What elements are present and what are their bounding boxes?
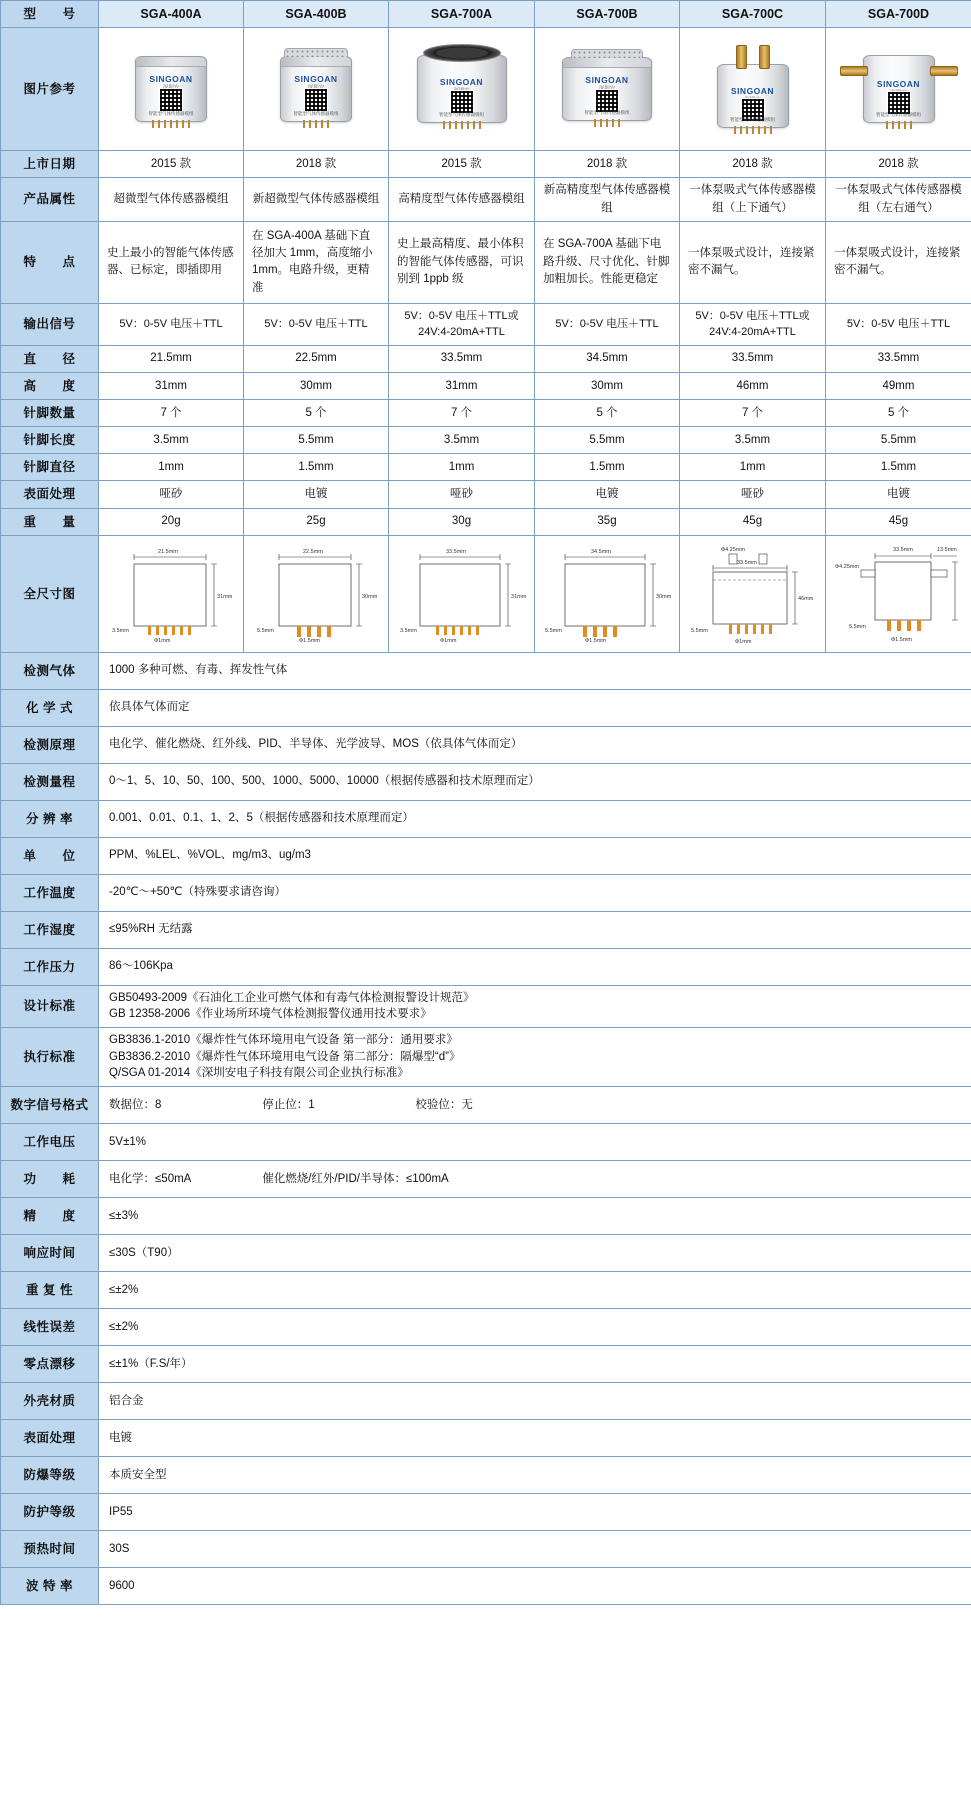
exec-standard-line-1: GB3836.2-2010《爆炸性气体环境用电气设备 第二部分：隔爆型“d”》 [109,1050,461,1063]
row-label-pin-length: 针脚长度 [1,427,99,454]
model-header-3: SGA-700B [535,1,680,28]
output-signal-3: 5V：0-5V 电压＋TTL [535,303,680,345]
launch-date-0: 2015 款 [99,151,244,178]
dim-extra-4: Ф4.25mm [720,546,745,553]
table-row-full-dimension [1,535,971,652]
diameter-1: 22.5mm [244,345,389,372]
dim-side-1: 30mm [362,593,378,600]
row-label-output-signal: 输出信号 [1,303,99,345]
pin-diameter-0: 1mm [99,454,244,481]
dimension-drawing-sga-700c [680,535,826,652]
dimension-drawing-sga-700b [535,535,680,652]
pump-nozzle-right-icon [930,66,958,76]
dim-side-2: 31mm [510,593,526,600]
detect-gas-value: 1000 多种可燃、有毒、挥发性气体 [99,652,971,689]
row-label-design-standard: 设计标准 [1,985,99,1027]
row-label-pin-diameter: 针脚直径 [1,454,99,481]
digital-format-value [99,1086,971,1123]
row-label-pin-count: 针脚数量 [1,400,99,427]
row-label-baud-rate: 波 特 率 [1,1567,99,1604]
pin-length-4: 3.5mm [680,427,826,454]
row-label-repeatability: 重 复 性 [1,1271,99,1308]
dim-bottomright-3: Ф1.5mm [585,637,606,644]
dim-top-3: 34.5mm [591,548,611,555]
pin-count-2: 7 个 [389,400,535,427]
output-signal-5: 5V：0-5V 电压＋TTL [826,303,971,345]
qr-code-icon [450,90,474,114]
height-0: 31mm [99,372,244,399]
response-time-value: ≤30S（T90） [99,1234,971,1271]
table-row-work-humidity [1,911,971,948]
table-row-repeatability [1,1271,971,1308]
weight-4: 45g [680,508,826,535]
pin-length-5: 5.5mm [826,427,971,454]
row-label-features: 特 点 [1,221,99,303]
pin-diameter-1: 1.5mm [244,454,389,481]
surface-treatment-3: 电镀 [535,481,680,508]
product-attr-5: 一体泵吸式气体传感器模组（左右通气） [826,178,971,222]
chemical-formula-value: 依具体气体而定 [99,689,971,726]
row-label-image: 图片参考 [1,28,99,151]
pump-nozzle-left-icon [736,45,747,69]
table-row-chemical-formula [1,689,971,726]
diameter-0: 21.5mm [99,345,244,372]
row-label-resolution: 分 辨 率 [1,800,99,837]
surface-treatment-0: 哑砂 [99,481,244,508]
dim-side-3: 30mm [656,593,672,600]
model-header-0: SGA-400A [99,1,244,28]
table-row-output-signal [1,303,971,345]
table-row-image [1,28,971,151]
table-row-digital-format [1,1086,971,1123]
row-label-exec-standard: 执行标准 [1,1027,99,1086]
table-row-zero-drift [1,1345,971,1382]
row-label-chemical-formula: 化 学 式 [1,689,99,726]
table-row-accuracy [1,1197,971,1234]
row-label-detect-principle: 检测原理 [1,726,99,763]
product-attr-2: 高精度型气体传感器模组 [389,178,535,222]
dim-side-4: 46mm [797,595,813,602]
table-row-protection-grade [1,1493,971,1530]
exec-standard-line-2: Q/SGA 01-2014《深圳安电子科技有限公司企业执行标准》 [109,1067,409,1080]
row-label-linear-error: 线性误差 [1,1308,99,1345]
row-label-response-time: 响应时间 [1,1234,99,1271]
table-row-response-time [1,1234,971,1271]
row-label-preheat-time: 预热时间 [1,1530,99,1567]
table-row-surface-treatment [1,481,971,508]
linear-error-value: ≤±2% [99,1308,971,1345]
dimension-drawing-sga-400b [244,535,389,652]
row-label-height: 高 度 [1,372,99,399]
power-other: 催化燃烧/红外/PID/半导体：≤100mA [262,1172,449,1185]
pin-diameter-2: 1mm [389,454,535,481]
row-label-accuracy: 精 度 [1,1197,99,1234]
height-2: 31mm [389,372,535,399]
unit-value: PPM、%LEL、%VOL、mg/m3、ug/m3 [99,837,971,874]
feature-5: 一体泵吸式设计，连接紧密不漏气。 [826,221,971,303]
dim-top-5: 33.5mm [892,546,913,553]
product-image-sga-700b: SINGOAN 智能型气体传感器模组 [535,28,680,151]
table-row-launch-date [1,151,971,178]
table-row-exec-standard [1,1027,971,1086]
launch-date-1: 2018 款 [244,151,389,178]
row-label-shell-material: 外壳材质 [1,1382,99,1419]
pump-nozzle-right-icon [759,45,770,69]
weight-1: 25g [244,508,389,535]
dim-top-1: 22.5mm [303,548,323,555]
pin-count-1: 5 个 [244,400,389,427]
product-image-sga-400b: SINGOAN 智能型气体传感器模组 [244,28,389,151]
output-signal-2: 5V：0-5V 电压＋TTL或 24V:4-20mA+TTL [389,303,535,345]
pin-count-0: 7 个 [99,400,244,427]
pin-length-1: 5.5mm [244,427,389,454]
dim-bottomleft-2: 3.5mm [399,627,417,634]
product-image-sga-700c: SINGOAN 智能型气体传感器模组 [680,28,826,151]
table-row-detect-principle [1,726,971,763]
dim-extra2-5: 13.5mm [936,546,957,553]
table-row-height [1,372,971,399]
baud-rate-value: 9600 [99,1567,971,1604]
product-attr-1: 新超微型气体传感器模组 [244,178,389,222]
digital-format-stopbits: 停止位：1 [262,1098,315,1111]
protection-grade-value: IP55 [99,1493,971,1530]
weight-0: 20g [99,508,244,535]
pin-length-3: 5.5mm [535,427,680,454]
digital-format-parity: 校验位：无 [415,1098,473,1111]
shell-material-value: 铝合金 [99,1382,971,1419]
dim-bottomright-2: Ф1mm [439,637,456,644]
zero-drift-value: ≤±1%（F.S/年） [99,1345,971,1382]
resolution-value: 0.001、0.01、0.1、1、2、5（根据传感器和技术原理而定） [99,800,971,837]
product-image-sga-700a: SINGOAN 智能型气体传感器模组 [389,28,535,151]
dim-bottomleft-1: 5.5mm [257,627,274,634]
product-attr-3: 新高精度型气体传感器模组 [535,178,680,222]
dim-top-2: 33.5mm [445,548,466,555]
feature-4: 一体泵吸式设计，连接紧密不漏气。 [680,221,826,303]
row-label-product-attr: 产品属性 [1,178,99,222]
model-header-5: SGA-700D [826,1,971,28]
exec-standard-line-0: GB3836.1-2010《爆炸性气体环境用电气设备 第一部分：通用要求》 [109,1033,458,1046]
row-label-digital-format: 数字信号格式 [1,1086,99,1123]
dimension-drawing-sga-400a [99,535,244,652]
table-row-pin-diameter [1,454,971,481]
weight-2: 30g [389,508,535,535]
model-header-1: SGA-400B [244,1,389,28]
row-label-full-dimension: 全尺寸图 [1,535,99,652]
dim-bottomright-4: Ф1mm [734,638,751,645]
row-label-surface-treatment2: 表面处理 [1,1419,99,1456]
output-signal-4: 5V：0-5V 电压＋TTL或 24V:4-20mA+TTL [680,303,826,345]
table-row-diameter [1,345,971,372]
table-row-pin-length [1,427,971,454]
dim-bottomleft-0: 3.5mm [112,627,129,634]
row-label-detect-range: 检测量程 [1,763,99,800]
work-humidity-value: ≤95%RH 无结露 [99,911,971,948]
launch-date-3: 2018 款 [535,151,680,178]
pin-diameter-5: 1.5mm [826,454,971,481]
exec-standard-value [99,1027,971,1086]
table-row-design-standard [1,985,971,1027]
table-row-explosion-grade [1,1456,971,1493]
weight-3: 35g [535,508,680,535]
dim-bottomleft-5: 5.5mm [848,623,866,630]
table-row-power [1,1160,971,1197]
table-row-pin-count [1,400,971,427]
pump-nozzle-left-icon [840,66,868,76]
detect-principle-value: 电化学、催化燃烧、红外线、PID、半导体、光学波导、MOS（依具体气体而定） [99,726,971,763]
row-label-surface-treatment: 表面处理 [1,481,99,508]
brand-logo: SINGOAN [149,74,193,85]
diameter-3: 34.5mm [535,345,680,372]
dimension-drawing-sga-700a [389,535,535,652]
product-attr-4: 一体泵吸式气体传感器模组（上下通气） [680,178,826,222]
launch-date-2: 2015 款 [389,151,535,178]
row-label-protection-grade: 防护等级 [1,1493,99,1530]
power-value [99,1160,971,1197]
accuracy-value: ≤±3% [99,1197,971,1234]
dimension-drawing-sga-700d [826,535,971,652]
table-row-linear-error [1,1308,971,1345]
output-signal-0: 5V：0-5V 电压＋TTL [99,303,244,345]
digital-format-databits: 数据位：8 [109,1098,162,1111]
table-row-surface-treatment2 [1,1419,971,1456]
work-pressure-value: 86～106Kpa [99,948,971,985]
weight-5: 45g [826,508,971,535]
pin-count-5: 5 个 [826,400,971,427]
height-1: 30mm [244,372,389,399]
diameter-2: 33.5mm [389,345,535,372]
table-row-weight [1,508,971,535]
explosion-grade-value: 本质安全型 [99,1456,971,1493]
height-4: 46mm [680,372,826,399]
height-5: 49mm [826,372,971,399]
table-row-work-pressure [1,948,971,985]
output-signal-1: 5V：0-5V 电压＋TTL [244,303,389,345]
row-label-zero-drift: 零点漂移 [1,1345,99,1382]
launch-date-5: 2018 款 [826,151,971,178]
pin-length-0: 3.5mm [99,427,244,454]
table-row-shell-material [1,1382,971,1419]
table-row-model [1,1,971,28]
qr-code-icon [159,88,183,112]
table-row-work-voltage [1,1123,971,1160]
row-label-unit: 单 位 [1,837,99,874]
row-label-model: 型 号 [1,1,99,28]
dim-bottomright-5: Ф1.5mm [890,636,912,643]
model-header-2: SGA-700A [389,1,535,28]
product-image-sga-700d: SINGOAN 智能型气体传感器模组 [826,28,971,151]
pin-count-3: 5 个 [535,400,680,427]
table-row-detect-range [1,763,971,800]
dim-bottomright-0: Ф1mm [154,637,171,644]
row-label-launch-date: 上市日期 [1,151,99,178]
dim-side-0: 31mm [217,593,233,600]
surface-treatment2-value: 电镀 [99,1419,971,1456]
design-standard-line-1: GB 12358-2006《作业场所环境气体检测报警仪通用技术要求》 [109,1008,432,1021]
product-attr-0: 超微型气体传感器模组 [99,178,244,222]
surface-treatment-5: 电镀 [826,481,971,508]
feature-0: 史上最小的智能气体传感器、已标定，即插即用 [99,221,244,303]
table-row-features [1,221,971,303]
dim-bottomleft-4: 5.5mm [690,627,708,634]
table-row-unit [1,837,971,874]
row-label-work-humidity: 工作湿度 [1,911,99,948]
row-label-explosion-grade: 防爆等级 [1,1456,99,1493]
table-row-detect-gas [1,652,971,689]
row-label-work-pressure: 工作压力 [1,948,99,985]
dim-bottomright-1: Ф1.5mm [299,637,320,644]
pin-count-4: 7 个 [680,400,826,427]
pin-diameter-3: 1.5mm [535,454,680,481]
row-label-detect-gas: 检测气体 [1,652,99,689]
surface-treatment-4: 哑砂 [680,481,826,508]
product-image-sga-400a: SINGOAN 智能型气体传感器模组 [99,28,244,151]
diameter-5: 33.5mm [826,345,971,372]
row-label-work-voltage: 工作电压 [1,1123,99,1160]
detect-range-value: 0～1、5、10、50、100、500、1000、5000、10000（根据传感器和技术原理而定） [99,763,971,800]
power-electrochemical: 电化学：≤50mA [109,1172,192,1185]
dim-top-0: 21.5mm [158,548,178,555]
design-standard-line-0: GB50493-2009《石油化工企业可燃气体和有毒气体检测报警设计规范》 [109,991,475,1004]
feature-3: 在 SGA-700A 基础下电路升级、尺寸优化、针脚加粗加长。性能更稳定 [535,221,680,303]
qr-code-icon [304,88,328,112]
table-row-product-attr [1,178,971,222]
row-label-diameter: 直 径 [1,345,99,372]
row-label-power: 功 耗 [1,1160,99,1197]
table-row-preheat-time [1,1530,971,1567]
diameter-4: 33.5mm [680,345,826,372]
work-temp-value: -20℃～+50℃（特殊要求请咨询） [99,874,971,911]
repeatability-value: ≤±2% [99,1271,971,1308]
work-voltage-value: 5V±1% [99,1123,971,1160]
model-header-4: SGA-700C [680,1,826,28]
pin-length-2: 3.5mm [389,427,535,454]
row-label-weight: 重 量 [1,508,99,535]
launch-date-4: 2018 款 [680,151,826,178]
surface-treatment-2: 哑砂 [389,481,535,508]
row-label-work-temp: 工作温度 [1,874,99,911]
height-3: 30mm [535,372,680,399]
dim-extra-5: Ф4.25mm [834,563,859,570]
preheat-time-value: 30S [99,1530,971,1567]
design-standard-value [99,985,971,1027]
table-row-resolution [1,800,971,837]
feature-1: 在 SGA-400A 基础下直径加大 1mm，高度缩小 1mm。电路升级，更精准 [244,221,389,303]
surface-treatment-1: 电镀 [244,481,389,508]
ring-top-icon [423,44,501,62]
feature-2: 史上最高精度、最小体积的智能气体传感器，可识别到 1ppb 级 [389,221,535,303]
dim-top-4: 33.5mm [736,559,757,566]
dim-bottomleft-3: 5.5mm [545,627,562,634]
pin-diameter-4: 1mm [680,454,826,481]
table-row-baud-rate [1,1567,971,1604]
table-row-work-temp [1,874,971,911]
